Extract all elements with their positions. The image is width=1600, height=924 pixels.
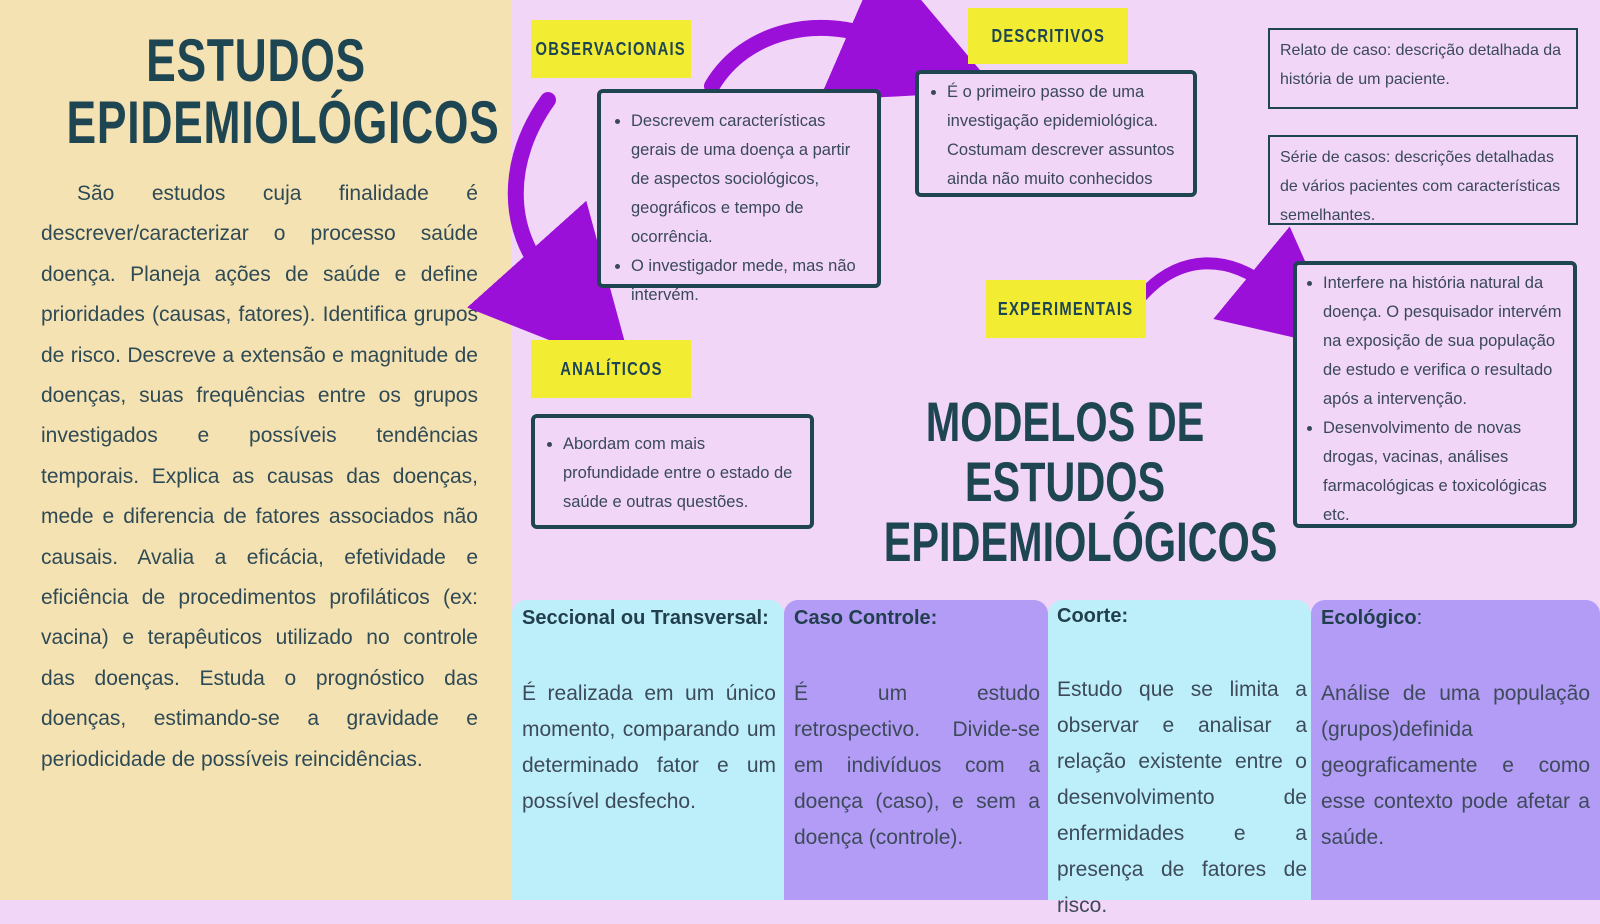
intro-title-line1: ESTUDOS — [146, 27, 366, 94]
relato-caso-box: Relato de caso: descrição detalhada da história de um paciente. — [1268, 28, 1578, 109]
analiticos-item: • Abordam com mais profundidade entre o estado de saúde e outras questões. — [563, 430, 802, 517]
intro-title-line2: EPIDEMIOLÓGICOS — [66, 89, 500, 156]
label-experimentais: EXPERIMENTAIS — [986, 280, 1146, 338]
analiticos-box — [531, 414, 814, 529]
column-heading: Seccional ou Transversal: — [522, 607, 769, 629]
column-caso-controle — [784, 600, 1048, 900]
descritivos-item: • É o primeiro passo de uma investigação epidemiológica. Costumam descrever assuntos ainda não muito conhecidos — [947, 78, 1183, 194]
column-heading: Coorte: — [1057, 605, 1129, 627]
column-heading-colon: : — [1416, 607, 1423, 629]
serie-casos-box: Série de casos: descrições detalhadas de vários pacientes com características semelhantes. — [1268, 135, 1578, 225]
column-text: Estudo que se limita a observar e analisar a relação existente entre o desenvolvimento de enfermidades e a presença de fatores de risco. — [1057, 678, 1307, 917]
models-title-line1: MODELOS DE ESTUDOS — [925, 390, 1205, 513]
intro-text: São estudos cuja finalidade é descrever/caracterizar o processo saúde doença. Planeja ações de saúde e define prioridades (causas, fatores). Identifica grupos de risco. Descreve a extensão e magnitude de doenças, suas frequências entre os grupos investigados e possíveis tendências temporais. Explica as causas das doenças, mede e diferencia de fatores associados não causais. Avalia a eficácia, efetividade e eficiência de procedimentos profiláticos (ex: vacina) e terapêuticos utilizado no controle das doenças. Estuda o prognóstico das doenças, estimando-se a gravidade e periodicidade de possíveis reincidências. — [41, 182, 478, 771]
column-coorte — [1048, 600, 1311, 917]
arrow-experimentais-to-box — [1140, 263, 1270, 298]
column-heading — [1321, 606, 1590, 630]
label-observacionais: OBSERVACIONAIS — [531, 20, 691, 78]
arrow-observacionais-to-descritivos — [712, 28, 880, 86]
arrow-observacionais-to-analiticos — [516, 100, 548, 278]
label-analiticos: ANALÍTICOS — [531, 340, 691, 398]
models-title-line2: EPIDEMIOLÓGICOS — [883, 510, 1278, 573]
observacionais-box — [597, 89, 881, 304]
experimentais-item: • Interfere na história natural da doença. O pesquisador intervém na exposição de sua população de estudo e verifica o resultado após a intervenção. — [1323, 269, 1565, 414]
observacionais-item: • O investigador mede, mas não intervém. — [631, 252, 867, 310]
column-heading: Caso Controle: — [794, 607, 938, 629]
experimentais-box — [1293, 261, 1577, 528]
column-seccional — [512, 600, 784, 900]
column-heading-text: Ecológico — [1321, 607, 1417, 629]
models-title — [883, 390, 1278, 573]
descritivos-box — [915, 70, 1197, 197]
column-text: É realizada em um único momento, comparando um determinado fator e um possível desfecho. — [522, 682, 776, 813]
label-descritivos: DESCRITIVOS — [968, 8, 1128, 64]
observacionais-item: • Descrevem características gerais de uma doença a partir de aspectos sociológicos, geográficos e tempo de ocorrência. — [631, 107, 867, 252]
column-text: Análise de uma população (grupos)definida geograficamente e como esse contexto pode afetar a saúde. — [1321, 682, 1590, 849]
column-ecologico — [1311, 600, 1600, 900]
column-text: É um estudo retrospectivo. Divide-se em indivíduos com a doença (caso), e sem a doença (controle). — [794, 682, 1040, 849]
experimentais-item: • Desenvolvimento de novas drogas, vacinas, análises farmacológicas e toxicológicas etc. — [1323, 414, 1565, 530]
